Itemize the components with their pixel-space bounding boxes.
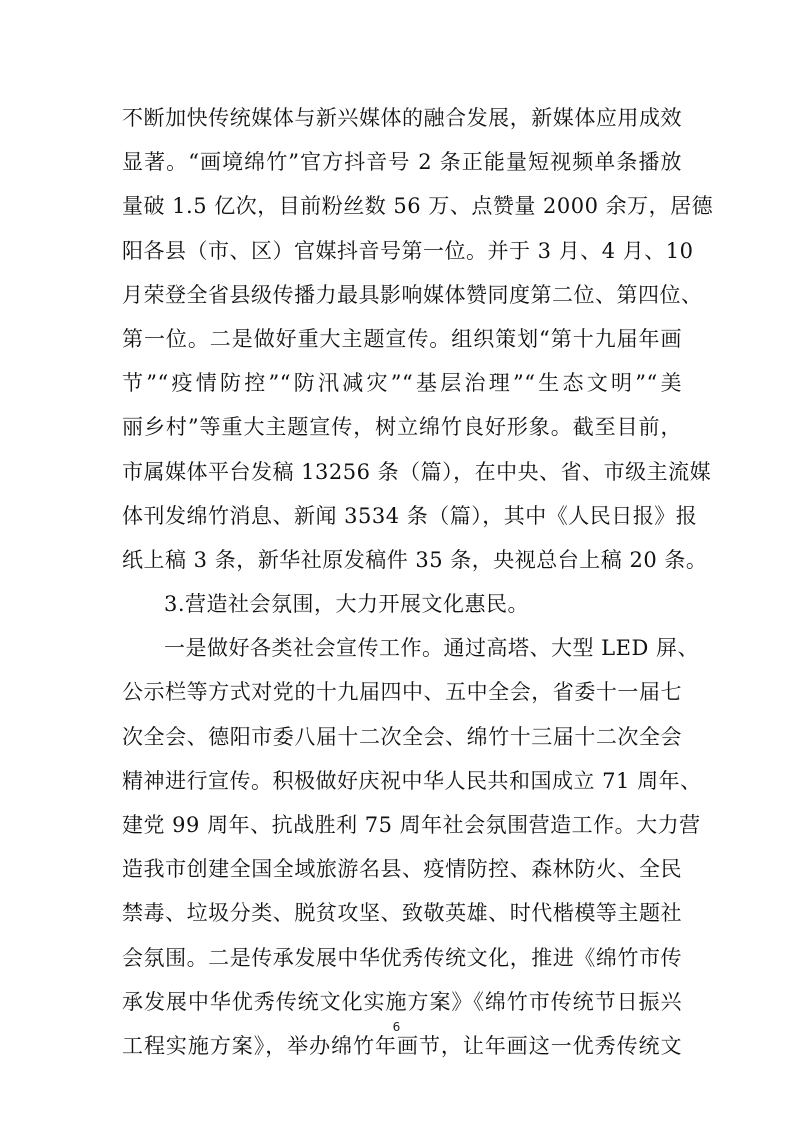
text-line: 精神进行宣传。积极做好庆祝中华人民共和国成立 71 周年、 (122, 768, 702, 793)
text-line: 承发展中华优秀传统文化实施方案》《绵竹市传统节日振兴 (122, 989, 682, 1014)
text-line: 量破 1.5 亿次，目前粉丝数 56 万、点赞量 2000 余万，居德 (122, 194, 714, 219)
text-line: 工程实施方案》，举办绵竹年画节，让年画这一优秀传统文 (122, 1033, 682, 1058)
text-line: 会氛围。二是传承发展中华优秀传统文化，推进《绵竹市传 (122, 945, 682, 970)
text-line: 不断加快传统媒体与新兴媒体的融合发展，新媒体应用成效 (122, 106, 682, 130)
text-line: 节”“疫情防控”“防汛减灾”“基层治理”“生态文明”“美 (122, 371, 682, 396)
text-line: 月荣登全省县级传播力最具影响媒体赞同度第二位、第四位、 (122, 282, 703, 307)
text-line: 市属媒体平台发稿 13256 条（篇），在中央、省、市级主流媒 (122, 459, 712, 484)
text-line: 一是做好各类社会宣传工作。通过高塔、大型 LED 屏、 (164, 636, 699, 661)
text-line: 阳各县（市、区）官媒抖音号第一位。并于 3 月、4 月、10 (122, 238, 694, 263)
body-text (122, 96, 714, 1068)
text-line: 丽乡村”等重大主题宣传，树立绵竹良好形象。截至目前， (122, 415, 682, 440)
text-line: 公示栏等方式对党的十九届四中、五中全会，省委十一届七 (122, 680, 682, 705)
text-line: 造我市创建全国全域旅游名县、疫情防控、森林防火、全民 (122, 857, 682, 882)
text-line: 禁毒、垃圾分类、脱贫攻坚、致敬英雄、时代楷模等主题社 (122, 901, 682, 926)
text-line: 体刊发绵竹消息、新闻 3534 条（篇），其中《人民日报》报 (122, 503, 698, 528)
text-line: 第一位。二是做好重大主题宣传。组织策划“第十九届年画 (122, 326, 682, 351)
page-number: 6 (392, 1020, 401, 1034)
text-line: 建党 99 周年、抗战胜利 75 周年社会氛围营造工作。大力营 (122, 813, 701, 837)
section-heading: 3.营造社会氛围，大力开展文化惠民。 (164, 592, 530, 617)
text-line: 显著。“画境绵竹”官方抖音号 2 条正能量短视频单条播放 (122, 150, 682, 175)
text-line: 次全会、德阳市委八届十二次全会、绵竹十三届十二次全会 (122, 724, 682, 749)
text-line: 纸上稿 3 条，新华社原发稿件 35 条，央视总台上稿 20 条。 (122, 547, 708, 572)
